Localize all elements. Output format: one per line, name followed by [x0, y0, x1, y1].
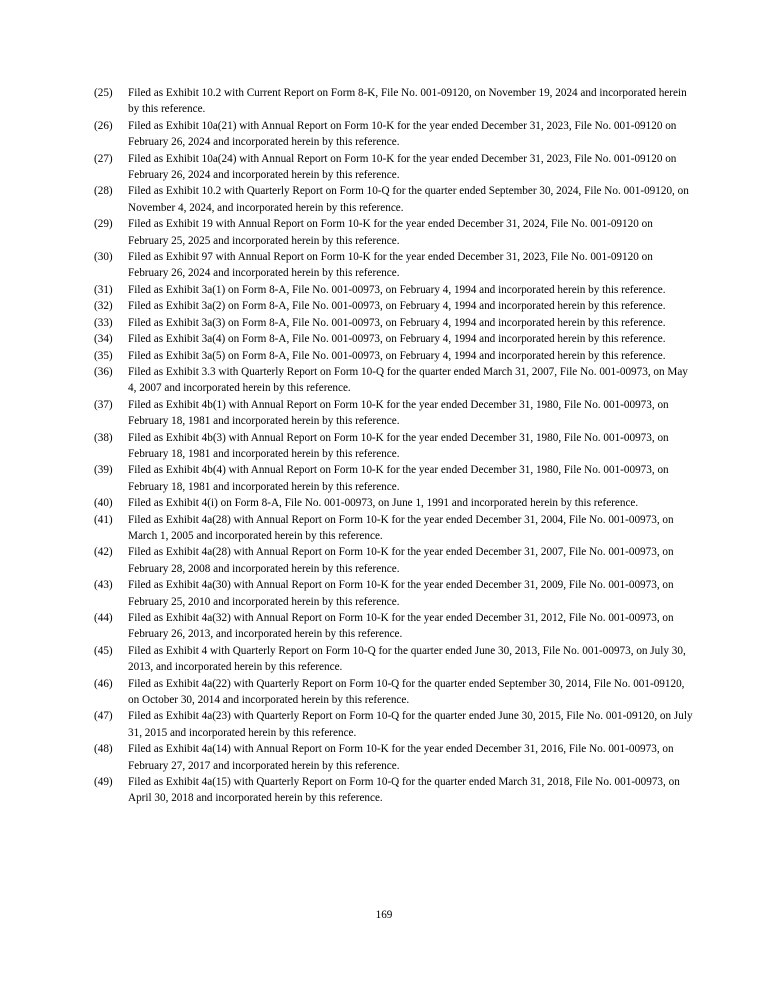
footnote-item [94, 462, 694, 495]
footnote-number: (49) [94, 776, 113, 789]
footnote-text: Filed as Exhibit 97 with Annual Report on Form 10-K for the year ended December 31, 2023, File No. 001-09120 on February 26, 2024 and incorporated herein by this reference. [128, 251, 653, 280]
footnote-text: Filed as Exhibit 4b(4) with Annual Report on Form 10-K for the year ended December 31, 1980, File No. 001-00973, on February 18, 1981 and incorporated herein by this reference. [128, 464, 669, 493]
footnote-number: (42) [94, 546, 113, 559]
footnote-number: (46) [94, 677, 113, 690]
footnote-number: (26) [94, 119, 113, 132]
footnote-number: (45) [94, 644, 113, 657]
footnote-text: Filed as Exhibit 10a(21) with Annual Report on Form 10-K for the year ended December 31, 2023, File No. 001-09120 on February 26, 2024 and incorporated herein by this reference. [128, 119, 677, 149]
footnote-number: (44) [94, 612, 113, 624]
footnote-number: (40) [94, 497, 113, 510]
footnote-item [94, 364, 694, 397]
footnote-text: Filed as Exhibit 4(i) on Form 8-A, File No. 001-00973, on June 1, 1991 and incorporated herein by this reference. [128, 497, 639, 510]
footnote-item [94, 430, 694, 463]
footnote-number: (48) [94, 743, 113, 756]
footnote-item [94, 610, 694, 643]
footnote-number: (41) [94, 513, 113, 526]
footnote-number: (33) [94, 316, 113, 329]
footnote-text: Filed as Exhibit 4a(30) with Annual Report on Form 10-K for the year ended December 31, 2009, File No. 001-00973, on February 25, 2010 and incorporated herein by this reference. [128, 579, 674, 608]
footnote-number: (36) [94, 365, 113, 378]
footnote-number: (43) [94, 579, 113, 592]
footnote-item [94, 495, 694, 511]
footnote-number: (32) [94, 300, 113, 313]
footnote-text: Filed as Exhibit 4a(14) with Annual Report on Form 10-K for the year ended December 31, 2016, File No. 001-00973, on February 27, 2017 and incorporated herein by this reference. [128, 743, 674, 772]
footnote-text: Filed as Exhibit 4b(1) with Annual Report on Form 10-K for the year ended December 31, 1980, File No. 001-00973, on February 18, 1981 and incorporated herein by this reference. [128, 398, 669, 428]
footnote-number: (34) [94, 333, 113, 346]
footnote-item [94, 183, 694, 216]
footnote-number: (27) [94, 152, 113, 165]
footnote-item [94, 577, 694, 610]
footnote-item [94, 676, 694, 709]
footnote-text: Filed as Exhibit 4a(22) with Quarterly Report on Form 10-Q for the quarter ended September 30, 2014, File No. 001-09120, on October 30, 2014 and incorporated herein by this reference. [128, 677, 685, 707]
footnote-item [94, 348, 694, 364]
footnote-number: (28) [94, 185, 113, 198]
footnote-number: (29) [94, 218, 113, 231]
footnote-item [94, 331, 694, 347]
footnote-text: Filed as Exhibit 4a(28) with Annual Report on Form 10-K for the year ended December 31, 2004, File No. 001-00973, on March 1, 2005 and incorporated herein by this reference. [128, 513, 674, 542]
footnote-number: (38) [94, 431, 113, 444]
footnote-number: (37) [94, 398, 113, 411]
footnote-item [94, 643, 694, 676]
footnote-item [94, 512, 694, 545]
footnote-text: Filed as Exhibit 19 with Annual Report on Form 10-K for the year ended December 31, 2024, File No. 001-09120 on February 25, 2025 and incorporated herein by this reference. [128, 218, 653, 247]
footnote-number: (31) [94, 283, 113, 296]
footnote-text: Filed as Exhibit 4 with Quarterly Report on Form 10-Q for the quarter ended June 30, 2013, File No. 001-00973, on July 30, 2013, and incorporated herein by this reference. [128, 644, 686, 674]
footnote-text: Filed as Exhibit 4b(3) with Annual Report on Form 10-K for the year ended December 31, 1980, File No. 001-00973, on February 18, 1981 and incorporated herein by this reference. [128, 431, 669, 460]
footnote-number: (39) [94, 464, 113, 477]
footnote-text: Filed as Exhibit 4a(15) with Quarterly Report on Form 10-Q for the quarter ended March 31, 2018, File No. 001-00973, on April 30, 2018 and incorporated herein by this reference. [128, 776, 680, 805]
footnote-text: Filed as Exhibit 3a(5) on Form 8-A, File No. 001-00973, on February 4, 1994 and incorporated herein by this reference. [128, 349, 666, 362]
footnote-text: Filed as Exhibit 10.2 with Current Report on Form 8-K, File No. 001-09120, on November 19, 2024 and incorporated herein by this reference. [128, 87, 687, 116]
footnote-item [94, 118, 694, 151]
footnote-text: Filed as Exhibit 10.2 with Quarterly Report on Form 10-Q for the quarter ended September 30, 2024, File No. 001-09120, on November 4, 2024, and incorporated herein by this reference. [128, 185, 689, 214]
footnote-item [94, 282, 694, 298]
footnote-number: (25) [94, 87, 113, 99]
page-number: 169 [375, 909, 393, 921]
footnote-text: Filed as Exhibit 10a(24) with Annual Report on Form 10-K for the year ended December 31, 2023, File No. 001-09120 on February 26, 2024 and incorporated herein by this reference. [128, 152, 677, 182]
footnote-number: (35) [94, 349, 113, 362]
footnote-item [94, 151, 694, 184]
footnote-number: (30) [94, 251, 113, 264]
footnote-text: Filed as Exhibit 3a(3) on Form 8-A, File No. 001-00973, on February 4, 1994 and incorporated herein by this reference. [128, 316, 666, 329]
footnote-text: Filed as Exhibit 4a(32) with Annual Report on Form 10-K for the year ended December 31, 2012, File No. 001-00973, on February 26, 2013, and incorporated herein by this reference. [128, 612, 674, 641]
footnote-item [94, 741, 694, 774]
footnote-item [94, 544, 694, 577]
footnote-item [94, 708, 694, 741]
footnote-text: Filed as Exhibit 3a(2) on Form 8-A, File No. 001-00973, on February 4, 1994 and incorporated herein by this reference. [128, 300, 666, 313]
footnote-item [94, 315, 694, 331]
footnote-number: (47) [94, 710, 113, 723]
footnote-text: Filed as Exhibit 4a(28) with Annual Report on Form 10-K for the year ended December 31, 2007, File No. 001-00973, on February 28, 2008 and incorporated herein by this reference. [128, 546, 674, 575]
exhibit-footnote-list [94, 85, 694, 807]
footnote-item [94, 85, 694, 118]
footnote-text: Filed as Exhibit 4a(23) with Quarterly Report on Form 10-Q for the quarter ended June 30, 2015, File No. 001-09120, on July 31, 2015 and incorporated herein by this reference. [128, 710, 693, 739]
footnote-item [94, 774, 694, 807]
footnote-text: Filed as Exhibit 3a(4) on Form 8-A, File No. 001-00973, on February 4, 1994 and incorporated herein by this reference. [128, 333, 666, 346]
footnote-item [94, 298, 694, 314]
footnote-text: Filed as Exhibit 3a(1) on Form 8-A, File No. 001-00973, on February 4, 1994 and incorporated herein by this reference. [128, 283, 666, 296]
footnote-text: Filed as Exhibit 3.3 with Quarterly Report on Form 10-Q for the quarter ended March 31, 2007, File No. 001-00973, on May 4, 2007 and incorporated herein by this reference. [128, 365, 688, 395]
footnote-item [94, 397, 694, 430]
footnote-item [94, 249, 694, 282]
footnote-item [94, 216, 694, 249]
